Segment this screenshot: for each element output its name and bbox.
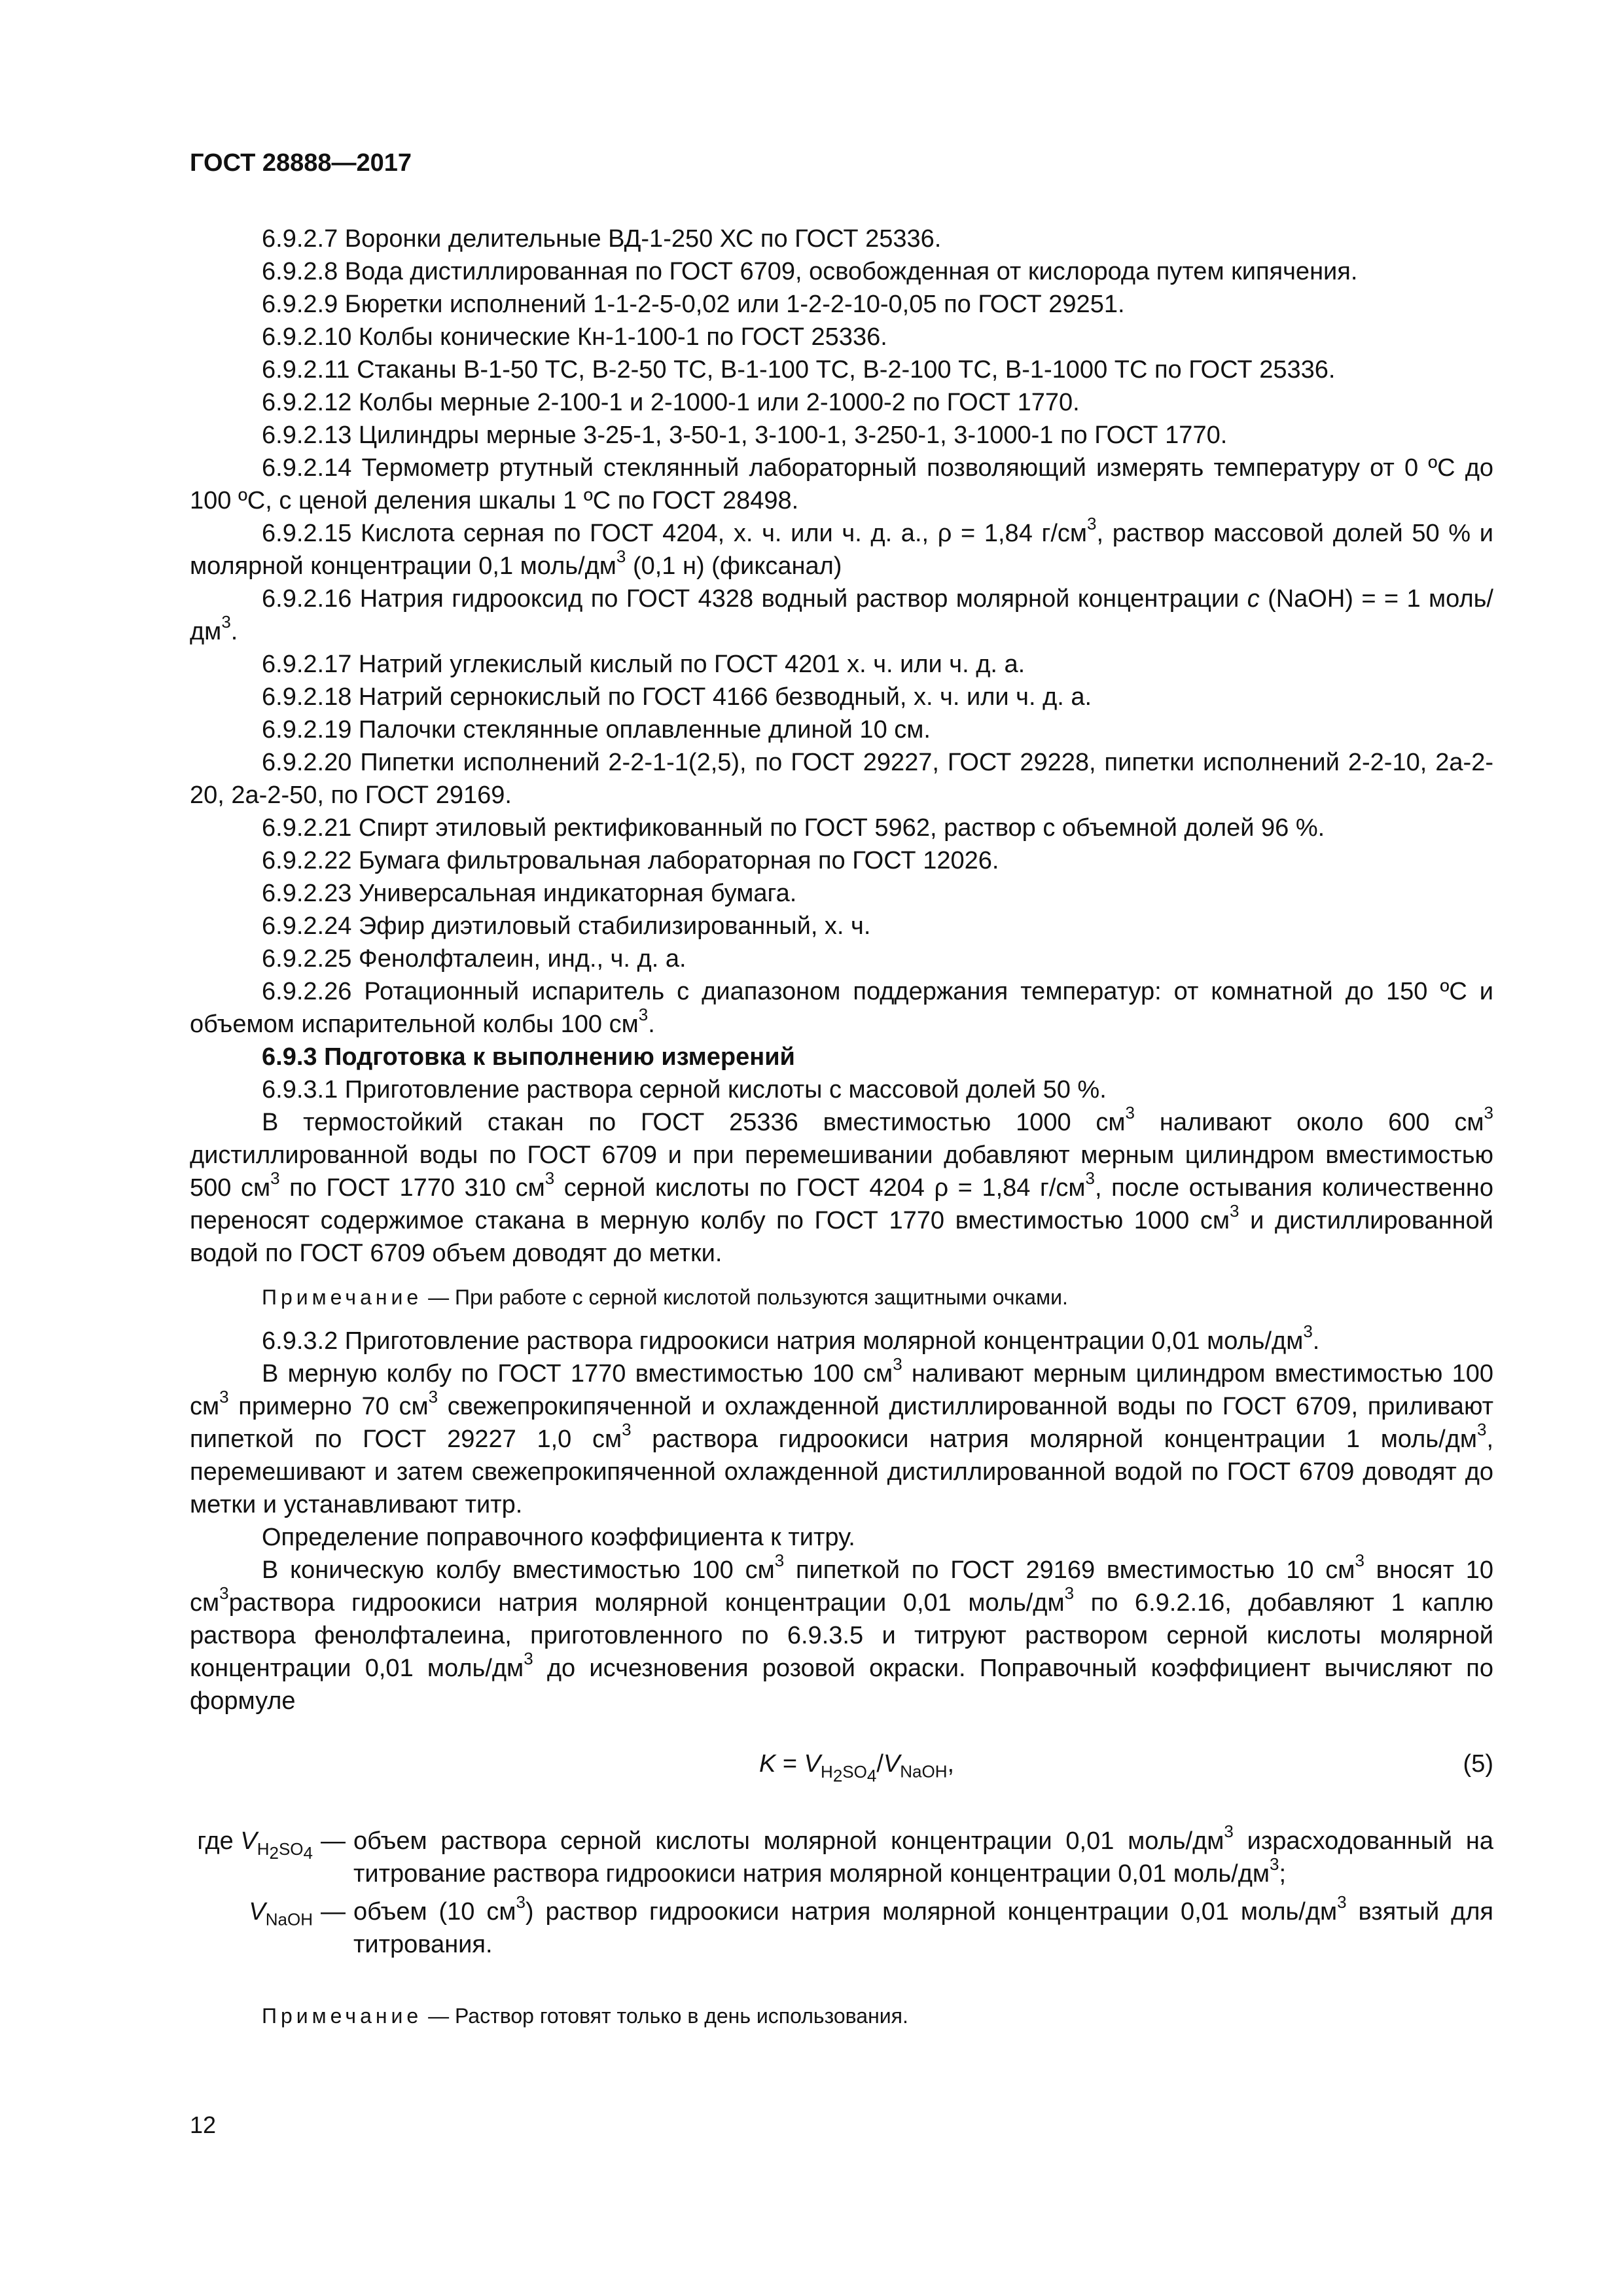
item-6-9-2-15: 6.9.2.15 Кислота серная по ГОСТ 4204, х. ч. или ч. д. а., ρ = 1,84 $г/см^3$, раствор массовой долей 50 % и молярной концентрации 0,1 моль/$дм^3$ (0,1 н) (фиксанал) [190,514,1493,580]
definition-symbol: где $V_{H_2SO_4}$ — [197,1827,346,1863]
item-6-9-2-9: 6.9.2.9 Бюретки исполнений 1-1-2-5-0,02 или 1-2-2-10-0,05 по ГОСТ 29251. [262,291,1125,318]
paragraph-931-body: В термостойкий стакан по ГОСТ 25336 вместимостью 1000 $см^3$ наливают около 600 $см^3$ дистиллированной воды по ГОСТ 6709 и при перемешивании добавляют мерным цилиндром вместимостью 500 $см^3$ по ГОСТ 1770 310 $см^3$ серной кислоты по ГОСТ 4204 ρ = 1,84 $г/см^3$, после остывания количественно переносят содержимое стакана в мерную колбу по ГОСТ 1770 вместимостью 1000 $см^3$ и дистиллированной водой по ГОСТ 6709 объем доводят до метки. [190,1103,1494,1267]
note-1: Примечание — При работе с серной кислотой пользуются защитными очками. [262,1285,1068,1309]
document-header: ГОСТ 28888—2017 [190,149,412,177]
item-6-9-2-20: 6.9.2.20 Пипетки исполнений 2-2-1-1(2,5), по ГОСТ 29227, ГОСТ 29228, пипетки исполнений 2-2-10, 2а-2-20, 2а-2-50, по ГОСТ 29169. [190,749,1493,809]
item-6-9-3-1: 6.9.3.1 Приготовление раствора серной кислоты с массовой долей 50 %. [262,1076,1107,1103]
paragraph-conical-flask: В коническую колбу вместимостью 100 $см^3$ пипеткой по ГОСТ 29169 вместимостью 10 $см^3$ вносят 10 $см^3раствора$ гидроокиси натрия молярной концентрации 0,01 моль/$дм^3$ по 6.9.2.16, добавляют 1 каплю раствора фенолфталеина, приготовленного по 6.9.3.5 и титруют раствором серной кислоты молярной концентрации 0,01 моль/$дм^3$ до исчезновения розовой окраски. Поправочный коэффициент вычисляют по формуле [190,1551,1494,1715]
section-title: 6.9.3 Подготовка к выполнению измерений [262,1043,795,1071]
formula-expression: $K = V_{H_2SO_4}/V_{NaOH}$, [759,1750,955,1785]
item-6-9-2-7: 6.9.2.7 Воронки делительные ВД-1-250 ХС по ГОСТ 25336. [262,225,942,253]
item-6-9-2-13: 6.9.2.13 Цилиндры мерные 3-25-1, 3-50-1, 3-100-1, 3-250-1, 3-1000-1 по ГОСТ 1770. [262,422,1228,449]
formula-number: (5) [1463,1750,1493,1778]
item-6-9-2-16: 6.9.2.16 Натрия гидрооксид по ГОСТ 4328 водный раствор молярной концентрации с (NaOH) = = 1 моль/$дм^3$. [190,585,1493,645]
definition-symbol: $V_{NaOH}$ — [249,1898,346,1929]
item-6-9-2-26: 6.9.2.26 Ротационный испаритель с диапазоном поддержания температур: от комнатной до 150 ºС и объемом испарительной колбы 100 $см^3$. [190,978,1493,1038]
item-6-9-2-23: 6.9.2.23 Универсальная индикаторная бумага. [262,880,797,907]
definition-text: объем (10 $см^3$) раствор гидроокиси натрия молярной концентрации 0,01 моль/$дм^3$ взятый для титрования. [353,1892,1494,1958]
note-2: Примечание — Раствор готовят только в день использования. [262,2004,908,2028]
item-6-9-2-21: 6.9.2.21 Спирт этиловый ректификованный по ГОСТ 5962, раствор с объемной долей 96 %. [262,814,1325,842]
item-6-9-2-10: 6.9.2.10 Колбы конические Кн-1-100-1 по ГОСТ 25336. [262,323,887,351]
item-6-9-2-18: 6.9.2.18 Натрий сернокислый по ГОСТ 4166 безводный, х. ч. или ч. д. а. [262,683,1092,711]
page-number: 12 [190,2111,217,2138]
definition-row [190,1892,1494,1961]
item-6-9-3-2: 6.9.3.2 Приготовление раствора гидроокиси натрия молярной концентрации 0,01 моль/$дм^3$. [262,1321,1320,1355]
formula-definitions [190,1821,1494,1961]
item-6-9-2-25: 6.9.2.25 Фенолфталеин, инд., ч. д. а. [262,945,687,973]
formula-5 [190,1742,1493,1805]
paragraph-definition: Определение поправочного коэффициента к титру. [262,1524,855,1551]
item-6-9-2-8: 6.9.2.8 Вода дистиллированная по ГОСТ 6709, освобожденная от кислорода путем кипячения. [262,258,1358,285]
item-6-9-2-24: 6.9.2.24 Эфир диэтиловый стабилизированный, х. ч. [262,912,871,940]
paragraph-932-body: В мерную колбу по ГОСТ 1770 вместимостью 100 $см^3$ наливают мерным цилиндром вместимостью 100 $см^3$ примерно 70 $см^3$ свежепрокипяченной и охлажденной дистиллированной воды по ГОСТ 6709, приливают пипеткой по ГОСТ 29227 1,0 $см^3$ раствора гидроокиси натрия молярной концентрации 1 моль/$дм^3$, перемешивают и затем свежепрокипяченной охлажденной дистиллированной водой по ГОСТ 6709 доводят до метки и устанавливают титр. [190,1354,1494,1518]
item-6-9-2-11: 6.9.2.11 Стаканы В-1-50 ТС, В-2-50 ТС, В-1-100 ТС, В-2-100 ТС, В-1-1000 ТС по ГОСТ 25336. [262,356,1336,384]
document-body [190,223,1493,2043]
item-6-9-2-12: 6.9.2.12 Колбы мерные 2-100-1 и 2-1000-1 или 2-1000-2 по ГОСТ 1770. [262,389,1080,416]
item-6-9-2-22: 6.9.2.22 Бумага фильтровальная лабораторная по ГОСТ 12026. [262,847,999,874]
definition-text: объем раствора серной кислоты молярной концентрации 0,01 моль/$дм^3$ израсходованный на титрование раствора гидроокиси натрия молярной концентрации 0,01 моль/$дм^3$; [353,1821,1494,1888]
item-6-9-2-19: 6.9.2.19 Палочки стеклянные оплавленные длиной 10 см. [262,716,931,744]
definition-row [190,1821,1494,1890]
item-6-9-2-14: 6.9.2.14 Термометр ртутный стеклянный лабораторный позволяющий измерять температуру от 0 ºС до 100 ºС, с ценой деления шкалы 1 ºС по ГОСТ 28498. [190,454,1493,514]
item-6-9-2-17: 6.9.2.17 Натрий углекислый кислый по ГОСТ 4201 х. ч. или ч. д. а. [262,651,1026,678]
